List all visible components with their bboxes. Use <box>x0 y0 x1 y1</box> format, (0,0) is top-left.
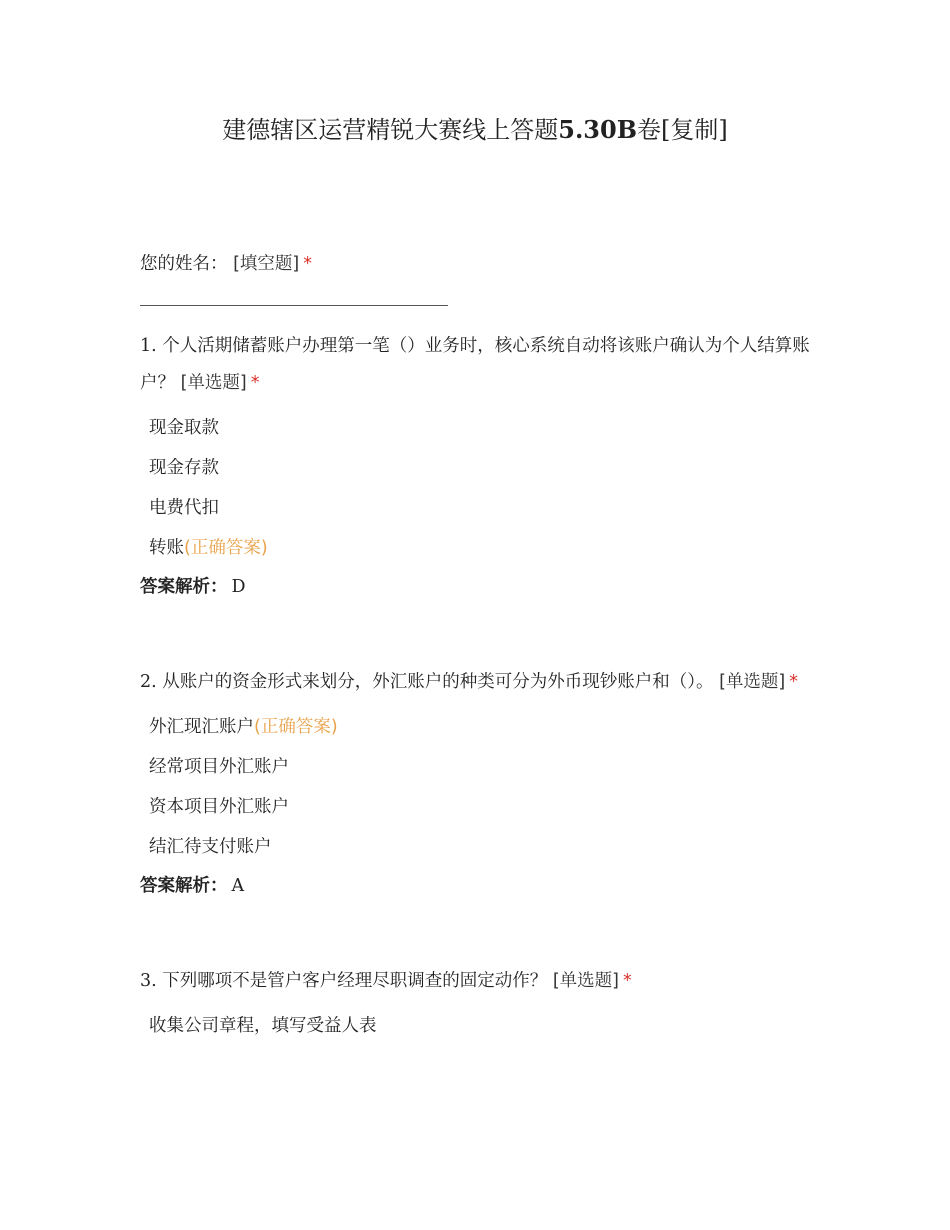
option-d[interactable] <box>140 827 820 867</box>
correct-answer-tag: (正确答案) <box>254 717 338 737</box>
option-label: 转账 <box>149 538 184 558</box>
analysis-label: 答案解析： <box>140 876 228 896</box>
option-label: 现金存款 <box>149 458 219 478</box>
option-a[interactable] <box>140 408 820 448</box>
question-2 <box>140 664 820 905</box>
title-code: 5.30B <box>558 115 637 144</box>
option-b[interactable] <box>140 448 820 488</box>
option-d[interactable] <box>140 528 820 568</box>
option-label: 外汇现汇账户 <box>149 717 254 737</box>
analysis-answer: D <box>231 577 246 597</box>
option-label: 现金取款 <box>149 418 219 438</box>
question-number: 2. <box>140 672 157 692</box>
answer-analysis <box>140 867 820 905</box>
required-mark: * <box>303 254 312 274</box>
question-type-tag: [单选题] <box>719 672 786 692</box>
name-type-tag: [填空题] <box>233 254 300 274</box>
question-body: 下列哪项不是管户客户经理尽职调查的固定动作？ <box>162 971 548 991</box>
question-number: 3. <box>140 971 157 991</box>
required-mark: * <box>250 373 260 393</box>
question-1 <box>140 328 820 606</box>
option-b[interactable] <box>140 747 820 787</box>
question-text <box>140 328 820 402</box>
name-label-line <box>140 250 820 278</box>
analysis-answer: A <box>231 876 245 896</box>
question-text <box>140 664 820 701</box>
name-input-line[interactable] <box>140 305 448 306</box>
option-list <box>140 408 820 568</box>
option-label: 电费代扣 <box>149 498 219 518</box>
option-label: 经常项目外汇账户 <box>149 757 289 777</box>
question-type-tag: [单选题] <box>552 971 620 991</box>
option-label: 收集公司章程，填写受益人表 <box>149 1016 377 1036</box>
question-text <box>140 963 820 1000</box>
option-a[interactable] <box>140 707 820 747</box>
title-prefix: 建德辖区运营精锐大赛线上答题 <box>222 116 559 144</box>
required-mark: * <box>623 971 632 991</box>
name-question <box>140 250 820 328</box>
option-c[interactable] <box>140 787 820 827</box>
analysis-label: 答案解析： <box>140 577 228 597</box>
question-3 <box>140 963 820 1046</box>
option-list <box>140 1006 820 1046</box>
question-body: 个人活期储蓄账户办理第一笔（）业务时，核心系统自动将该账户确认为个人结算账户？ <box>140 336 810 393</box>
correct-answer-tag: (正确答案) <box>184 538 268 558</box>
survey-content <box>140 250 820 1046</box>
question-type-tag: [单选题] <box>180 373 247 393</box>
question-body: 从账户的资金形式来划分，外汇账户的种类可分为外币现钞账户和（）。 <box>162 672 714 692</box>
page-title <box>0 110 950 145</box>
answer-analysis <box>140 568 820 606</box>
name-label: 您的姓名： <box>140 254 228 274</box>
question-number: 1. <box>140 336 157 356</box>
option-a[interactable] <box>140 1006 820 1046</box>
option-label: 结汇待支付账户 <box>149 837 272 857</box>
required-mark: * <box>789 672 799 692</box>
option-list <box>140 707 820 867</box>
option-c[interactable] <box>140 488 820 528</box>
option-label: 资本项目外汇账户 <box>149 797 289 817</box>
title-suffix: 卷[复制] <box>637 116 728 144</box>
